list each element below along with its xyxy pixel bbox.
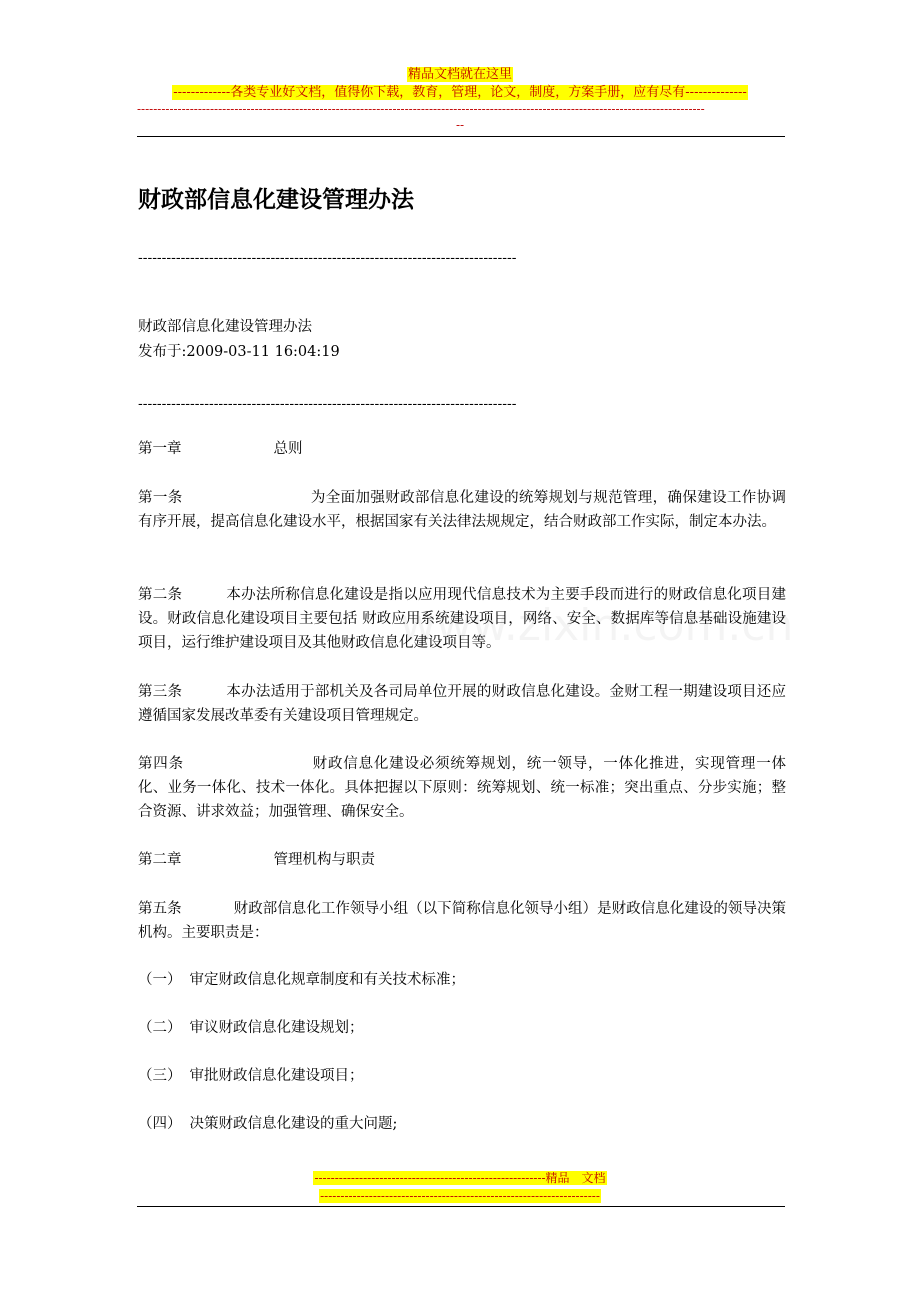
footer-rule (137, 1206, 785, 1207)
article-4-text: 财政信息化建设必须统筹规划，统一领导，一体化推进，实现管理一体化、业务一体化、技术一体化。具体把握以下原则：统筹规划、统一标准；突出重点、分步实施；整合资源、讲求效益；加强管理、确保安全。 (138, 756, 787, 820)
article-2-text: 本办法所称信息化建设是指以应用现代信息技术为主要手段而进行的财政信息化项目建设。财政信息化建设项目主要包括 财政应用系统建设项目，网络、安全、数据库等信息基础设施建设项目，运行维护建设项目及其他财政信息化建设项目等。 (138, 587, 787, 651)
list-item-text: 决策财政信息化建设的重大问题; (189, 1116, 398, 1132)
list-item-text: 审定财政信息化规章制度和有关技术标准； (189, 972, 465, 988)
list-item-text: 审批财政信息化建设项目； (189, 1068, 364, 1084)
article-3-text: 本办法适用于部机关及各司局单位开展的财政信息化建设。金财工程一期建设项目还应遵循国家发展改革委有关建设项目管理规定。 (138, 684, 787, 724)
article-5-text: 财政部信息化工作领导小组（以下简称信息化领导小组）是财政信息化建设的领导决策机构。主要职责是： (138, 901, 787, 941)
header-dash-line: -------------------------------------------------------------------------------------------------------------------------------------------- (137, 102, 705, 116)
article-5 (138, 897, 786, 945)
separator-2: -------------------------------------------------------------------------------- (138, 396, 517, 412)
footer-line-2 (0, 1188, 920, 1204)
separator-1: -------------------------------------------------------------------------------- (138, 250, 517, 266)
article-1 (138, 486, 786, 534)
list-item-num: （三） (138, 1068, 182, 1084)
header-sub (0, 84, 920, 101)
header-top-text: 精品文档就在这里 (407, 67, 512, 82)
footer-line-2-text: --------------------------------------------------------------------- (320, 1189, 600, 1203)
list-item (138, 968, 465, 992)
header-top (0, 66, 920, 83)
list-item (138, 1064, 364, 1088)
article-2-num: 第二条 (138, 587, 183, 603)
article-3 (138, 680, 786, 728)
chapter-2-name: 管理机构与职责 (273, 852, 375, 868)
article-4-num: 第四条 (138, 756, 184, 772)
article-1-num: 第一条 (138, 490, 183, 506)
header-sub-text: -------------各类专业好文档，值得你下载，教育，管理，论文，制度，方案手册，应有尽有-------------- (173, 85, 747, 100)
article-2 (138, 583, 786, 655)
chapter-1-num: 第一章 (138, 441, 182, 457)
list-item (138, 1112, 397, 1136)
document-title: 财政部信息化建设管理办法 (138, 187, 414, 213)
list-item-num: （四） (138, 1116, 182, 1132)
chapter-2-num: 第二章 (138, 852, 182, 868)
chapter-2 (138, 848, 375, 872)
doc-subtitle: 财政部信息化建设管理办法 (138, 319, 312, 335)
list-item-num: （一） (138, 972, 182, 988)
footer-line-1 (0, 1170, 920, 1187)
article-5-num: 第五条 (138, 901, 182, 917)
header-dash-tail: -- (455, 118, 465, 132)
article-4 (138, 752, 786, 824)
list-item (138, 1016, 364, 1040)
header-rule (137, 136, 785, 137)
doc-published: 发布于:2009-03-11 16:04:19 (138, 344, 340, 360)
chapter-1 (138, 437, 303, 461)
list-item-num: （二） (138, 1020, 182, 1036)
article-3-num: 第三条 (138, 684, 183, 700)
article-1-text: 为全面加强财政部信息化建设的统筹规划与规范管理，确保建设工作协调有序开展，提高信息化建设水平，根据国家有关法律法规规定，结合财政部工作实际，制定本办法。 (138, 490, 787, 530)
chapter-1-name: 总则 (273, 441, 303, 457)
list-item-text: 审议财政信息化建设规划； (189, 1020, 364, 1036)
footer-line-1-text: ---------------------------------------------------------精品 文档 (314, 1171, 606, 1185)
